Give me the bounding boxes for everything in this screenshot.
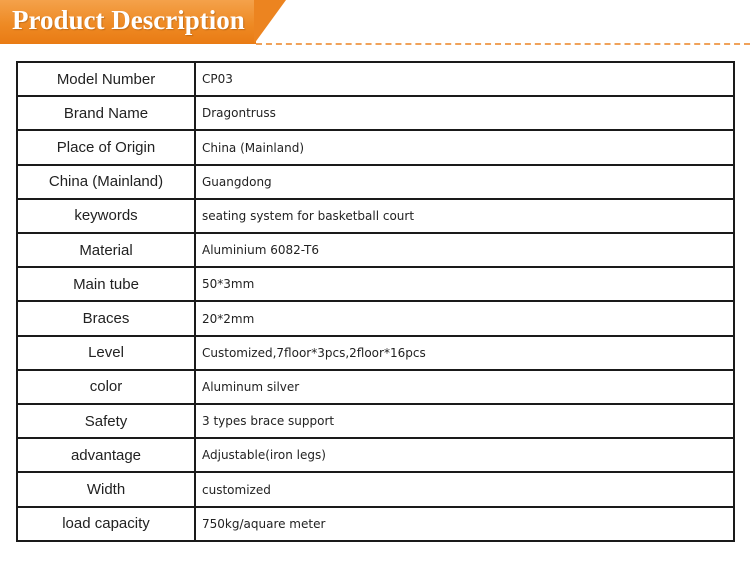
spec-value: Guangdong [195,165,734,199]
page-title: Product Description [12,5,245,35]
spec-value: Aluminium 6082-T6 [195,233,734,267]
table-row [17,199,734,233]
table-row [17,404,734,438]
spec-label: Width [17,472,195,506]
spec-value: customized [195,472,734,506]
table-row [17,507,734,541]
title-tab-slant [254,0,286,44]
spec-label: Braces [17,301,195,335]
table-row [17,301,734,335]
table-row [17,472,734,506]
spec-label: Main tube [17,267,195,301]
spec-value: 750kg/aquare meter [195,507,734,541]
spec-value: Dragontruss [195,96,734,130]
spec-label: load capacity [17,507,195,541]
spec-value: China (Mainland) [195,130,734,164]
spec-table [16,61,735,542]
spec-label: China (Mainland) [17,165,195,199]
title-tab [0,0,256,44]
spec-label: keywords [17,199,195,233]
table-row [17,130,734,164]
spec-label: Brand Name [17,96,195,130]
spec-value: 50*3mm [195,267,734,301]
section-header [0,0,750,46]
spec-label: Material [17,233,195,267]
table-row [17,438,734,472]
spec-label: Place of Origin [17,130,195,164]
table-row [17,165,734,199]
spec-label: Safety [17,404,195,438]
spec-value: Adjustable(iron legs) [195,438,734,472]
spec-value: CP03 [195,62,734,96]
spec-value: 3 types brace support [195,404,734,438]
spec-value: Aluminum silver [195,370,734,404]
table-row [17,336,734,370]
spec-value: Customized,7floor*3pcs,2floor*16pcs [195,336,734,370]
table-row [17,267,734,301]
spec-value: 20*2mm [195,301,734,335]
spec-label: Model Number [17,62,195,96]
table-row [17,96,734,130]
table-row [17,233,734,267]
table-row [17,62,734,96]
spec-label: Level [17,336,195,370]
spec-label: color [17,370,195,404]
table-row [17,370,734,404]
header-dashed-divider [256,43,750,45]
spec-label: advantage [17,438,195,472]
spec-value: seating system for basketball court [195,199,734,233]
